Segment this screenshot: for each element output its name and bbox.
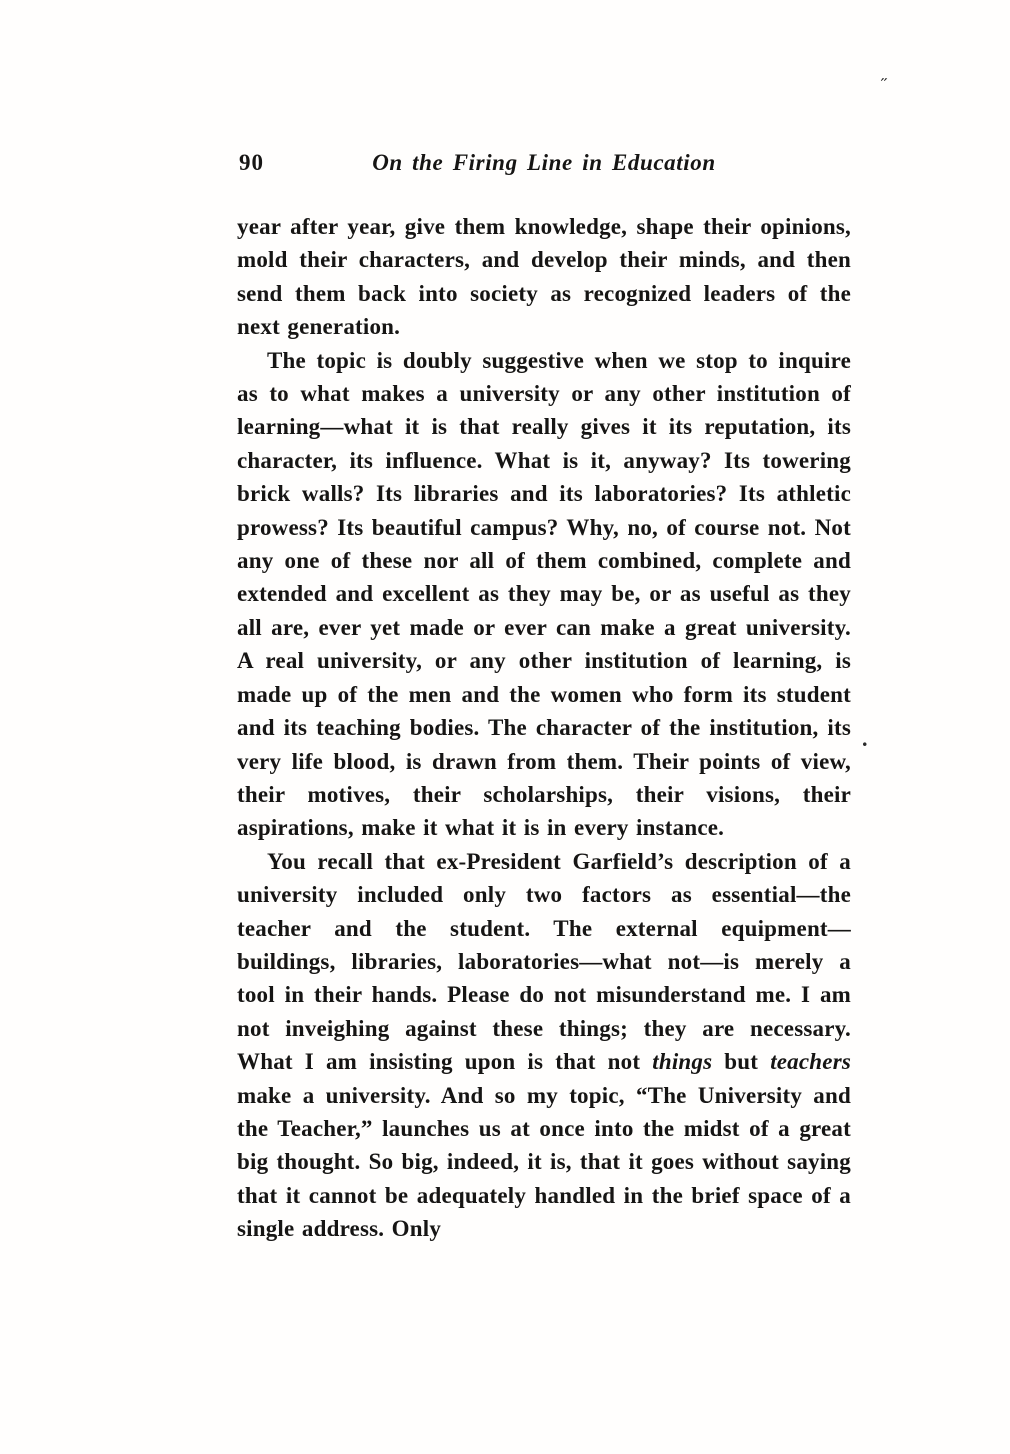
page-number: 90 [239, 150, 264, 175]
paragraph-text: You recall that ex-President Garfield’s description of a university included only two factors as essential—the teacher and the student. The external equipment—buildings, libraries, laboratories—what not—is merely a tool in their hands. Please do not misunderstand me. I am not inveighing against these things; they are necessary. What I am insisting upon is that not [237, 848, 851, 1075]
scan-artifact-dot: . [862, 726, 868, 751]
paragraph-garfield [237, 845, 851, 1246]
italic-word-things: things [652, 1049, 713, 1075]
paragraph-topic: The topic is doubly suggestive when we stop to inquire as to what makes a university or any other institution of learning—what it is that really gives it its reputation, its character, its influence. What is it, anyway? Its towering brick walls? Its libraries and its laboratories? Its athletic prowess? Its beautiful campus? Why, no, of course not. Not any one of these nor all of them combined, complete and extended and excellent as they may be, or as useful as they all are, ever yet made or ever can make a great university. A real university, or any other institution of learning, is made up of the men and the women who form its student and its teaching bodies. The character of the institution, its very life blood, is drawn from them. Their points of view, their motives, their scholarships, their visions, their aspirations, make it what it is in every instance. [237, 347, 851, 841]
running-title: On the Firing Line in Education [372, 150, 716, 175]
scan-artifact-mark: ˝ [881, 75, 887, 95]
paragraph-continuation: year after year, give them knowledge, shape their opinions, mold their characters, and develop their minds, and then send them back into society as recognized leaders of the next generation. [237, 214, 851, 340]
italic-word-teachers: teachers [770, 1049, 851, 1075]
paragraph-text: but [712, 1049, 771, 1075]
page-body [237, 210, 851, 1246]
paragraph-text: make a university. And so my topic, “The University and the Teacher,” launches us at once into the midst of a great big thought. So big, indeed, it is, that it goes without saying that it cannot be adequately handled in the brief space of a single address. Only [237, 1082, 851, 1242]
text-column [237, 150, 851, 1246]
page-header [237, 150, 851, 184]
